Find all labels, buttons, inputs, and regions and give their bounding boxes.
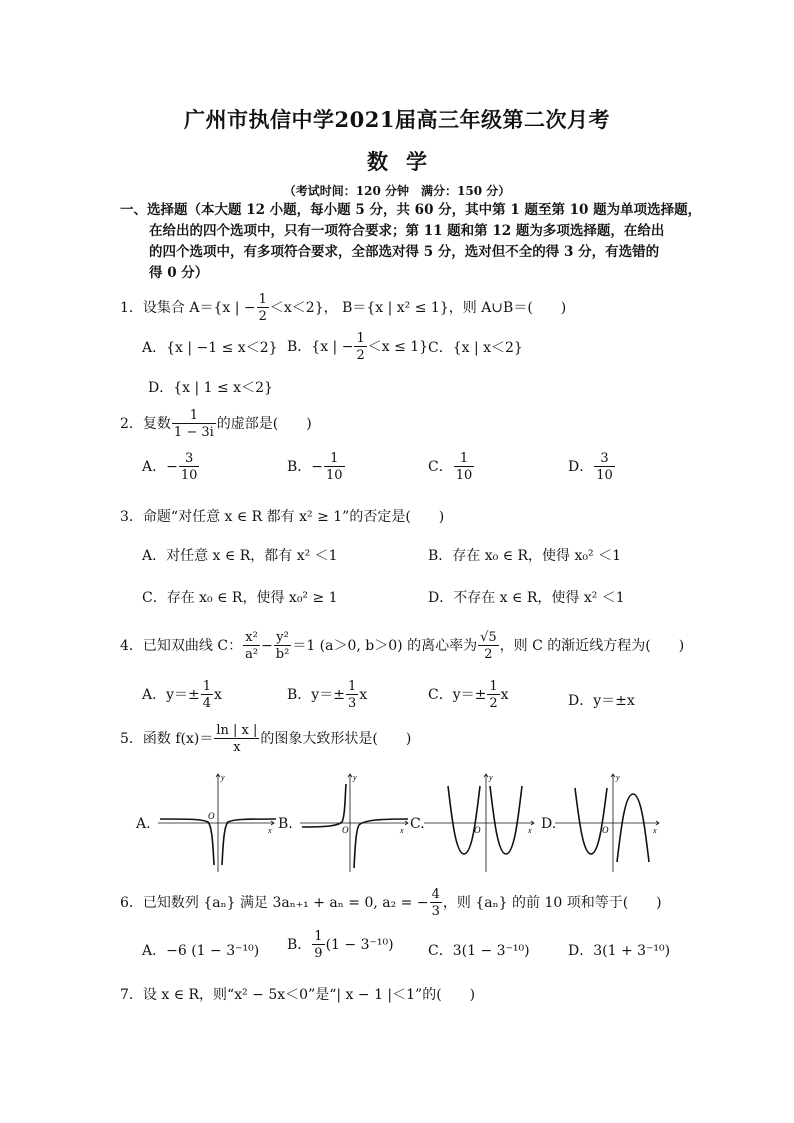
q1-set-a-post: ＜x＜2}， [269, 300, 338, 316]
q2-opt-c-den: 10 [455, 468, 473, 483]
q1-frac-den: 2 [258, 309, 267, 324]
q2-frac-num: 1 [172, 409, 216, 424]
q1-opt-b-num: 1 [356, 331, 365, 346]
q6-frac-den: 3 [431, 904, 440, 919]
section-line-2: 在给出的四个选项中，只有一项符合要求；第 11 题和第 12 题为多项选择题，在给出 [149, 223, 665, 239]
graph-b-y-label: y [353, 773, 357, 782]
q2-option-d [568, 452, 616, 482]
q2-opt-a-letter: A． [142, 459, 167, 475]
question-2-stem [120, 409, 312, 439]
graph-a-y-label: y [221, 773, 225, 782]
section-line-4: 得 0 分） [149, 265, 209, 281]
q4-prefix: 4．已知双曲线 C： [120, 638, 243, 654]
q1-opt-b-post: ＜x ≤ 1} [367, 339, 429, 355]
q1-opt-b-den: 2 [356, 348, 365, 363]
q2-prefix: 2．复数 [120, 416, 171, 432]
q4-fraction-y [274, 631, 292, 661]
q4-option-c [428, 680, 509, 710]
q5-graph-label-c: C. [410, 816, 425, 832]
q4-opt-a-fraction [201, 680, 213, 710]
q5-graph-label-b: B. [278, 816, 293, 832]
q5-graph-label-d: D. [541, 816, 557, 832]
q5-frac-den: x [233, 740, 241, 755]
graph-c-origin: O [474, 825, 481, 835]
q2-opt-d-den: 10 [596, 468, 613, 483]
q4-f1-den: a² [245, 647, 259, 662]
graph-b-left-branch [302, 784, 346, 827]
question-3-stem: 3．命题“对任意 x ∈ R 都有 x² ≥ 1”的否定是( ) [120, 509, 445, 525]
q1-frac-num: 1 [258, 292, 267, 307]
q2-opt-b-den: 10 [326, 468, 343, 483]
q6-option-c: C．3(1 − 3⁻¹⁰) [428, 943, 530, 959]
q3-option-a: A．对任意 x ∈ R，都有 x² ＜1 [142, 548, 338, 564]
q2-option-b [287, 452, 346, 482]
q4-opt-b-post: x [359, 687, 368, 703]
q4-opt-a-letter: A． [142, 687, 167, 703]
q4-f2-den: b² [275, 647, 290, 662]
graph-d-left-branch [575, 788, 607, 854]
q2-opt-c-num: 1 [454, 452, 475, 467]
q4-e-num: √5 [480, 630, 497, 645]
q4-opt-c-fraction [487, 680, 499, 710]
q4-option-a [142, 680, 222, 710]
q2-option-c [428, 452, 475, 482]
q2-opt-b-sign: − [311, 459, 324, 475]
graph-c-left-branch [448, 786, 480, 854]
graph-a-origin: O [208, 811, 215, 821]
section-instructions [120, 200, 702, 284]
q2-frac-den: 1 − 3i [173, 425, 214, 440]
question-1-stem [120, 293, 566, 323]
q4-f1-num: x² [243, 631, 260, 646]
q5-graph-d [555, 770, 663, 875]
q6-opt-b-num: 1 [314, 929, 323, 944]
q4-opt-c-letter: C． [428, 687, 453, 703]
q4-minus: − [261, 638, 273, 654]
q5-frac-num: ln | x | [216, 723, 258, 738]
q1-prefix: 1．设集合 [120, 300, 190, 316]
question-4-stem [120, 631, 684, 661]
q3-option-d: D．不存在 x ∈ R，使得 x² ＜1 [428, 590, 625, 606]
graph-b-origin: O [342, 825, 349, 835]
q6-opt-b-post: (1 − 3⁻¹⁰) [325, 937, 394, 953]
q2-opt-d-num: 3 [594, 452, 615, 467]
q6-suffix: ，则 {aₙ} 的前 10 项和等于( ) [442, 895, 662, 911]
q1-option-b [287, 332, 428, 362]
q4-opt-a-pre: y＝± [166, 687, 200, 703]
q4-option-d: D．y＝±x [568, 693, 635, 709]
question-7-stem: 7．设 x ∈ R，则“x² − 5x＜0”是“| x − 1 |＜1”的( ) [120, 987, 476, 1003]
graph-d-y-label: y [616, 773, 620, 782]
q2-opt-d-letter: D． [568, 459, 594, 475]
q4-opt-c-post: x [500, 687, 509, 703]
q4-opt-a-den: 4 [202, 696, 212, 711]
q2-suffix: 的虚部是( ) [216, 416, 312, 432]
q4-opt-a-post: x [214, 687, 222, 703]
q5-suffix: 的图象大致形状是( ) [260, 731, 412, 747]
q1-set-a-fraction [257, 293, 269, 323]
q1-opt-b-pre: B．{x | − [287, 339, 354, 355]
graph-c-x-label: x [528, 826, 532, 835]
q6-opt-b-den: 9 [314, 946, 323, 961]
graph-a-left-branch [160, 819, 214, 865]
q4-opt-b-den: 3 [347, 696, 357, 711]
q5-fraction [214, 724, 259, 754]
q2-opt-a-sign: − [166, 459, 178, 475]
q6-option-b [287, 930, 394, 960]
q4-opt-c-pre: y＝± [452, 687, 487, 703]
q6-prefix: 6．已知数列 {aₙ} 满足 3aₙ₊₁ + aₙ = 0, a₂ = − [120, 895, 429, 911]
q3-option-c: C．存在 x₀ ∈ R，使得 x₀² ≥ 1 [142, 590, 338, 606]
question-5-stem [120, 724, 411, 754]
q3-option-b: B．存在 x₀ ∈ R，使得 x₀² ＜1 [428, 548, 621, 564]
q2-opt-b-fraction [324, 452, 345, 482]
q1-opt-b-fraction [354, 332, 366, 362]
exam-title: 广州市执信中学2021届高三年级第二次月考 [184, 107, 610, 132]
graph-a-x-label: x [268, 826, 272, 835]
q2-opt-b-letter: B． [287, 459, 312, 475]
q6-frac-num: 4 [431, 887, 440, 902]
q2-opt-c-letter: C． [428, 459, 453, 475]
q4-opt-c-den: 2 [489, 696, 498, 711]
q6-option-d: D．3(1 + 3⁻¹⁰) [568, 943, 671, 959]
q4-opt-c-num: 1 [489, 679, 498, 694]
q4-opt-b-letter: B． [287, 687, 312, 703]
section-line-1: 一、选择题（本大题 12 小题，每小题 5 分，共 60 分，其中第 1 题至第 10 题为单项选择题， [120, 202, 702, 218]
q4-opt-b-pre: y＝± [311, 687, 345, 703]
q2-opt-a-fraction [179, 452, 200, 482]
q6-fraction [430, 888, 442, 918]
q4-eccentricity-fraction [478, 631, 499, 661]
q5-graph-label-a: A. [136, 816, 151, 832]
subject-title: 数学 [367, 149, 445, 174]
q6-option-a: A．−6 (1 − 3⁻¹⁰) [142, 943, 260, 959]
q4-condition: ＝1 (a＞0, b＞0) 的离心率为 [292, 638, 478, 654]
graph-c-right-branch [490, 786, 522, 854]
q2-opt-a-den: 10 [180, 468, 198, 483]
section-line-3: 的四个选项中，有多项符合要求，全部选对得 5 分，选对但不全的得 3 分，有选错的 [149, 244, 660, 260]
exam-meta: （考试时间：120 分钟 满分：150 分） [283, 184, 511, 198]
q1-option-a: A．{x | −1 ≤ x＜2} [142, 340, 278, 356]
graph-d-origin: O [602, 825, 609, 835]
q2-opt-a-num: 3 [179, 452, 200, 467]
q1-set-a-pre: A＝{x | − [189, 300, 256, 316]
graph-d-right-branch [617, 794, 649, 862]
q2-opt-b-num: 1 [324, 452, 345, 467]
q1-set-b: B＝{x | x² ≤ 1}，则 A∪B＝( ) [342, 300, 567, 316]
q4-opt-b-fraction [346, 680, 358, 710]
q2-opt-c-fraction [454, 452, 475, 482]
graph-d-x-label: x [653, 826, 657, 835]
q4-opt-b-num: 1 [347, 679, 357, 694]
q5-graph-b [300, 770, 410, 875]
q4-f2-num: y² [274, 631, 292, 646]
q4-suffix: ，则 C 的渐近线方程为( ) [499, 638, 685, 654]
q5-graph-a [158, 770, 278, 875]
q4-fraction-x [243, 631, 260, 661]
q5-prefix: 5．函数 f(x)＝ [120, 731, 214, 747]
question-6-stem [120, 888, 662, 918]
q1-option-c: C．{x | x＜2} [428, 340, 523, 356]
q2-fraction [172, 409, 216, 439]
q4-opt-a-num: 1 [202, 679, 212, 694]
q4-e-den: 2 [484, 647, 493, 662]
q4-option-b [287, 680, 367, 710]
q2-option-a [142, 452, 200, 482]
q5-graph-c [424, 770, 536, 875]
graph-b-x-label: x [400, 826, 404, 835]
q1-option-d: D．{x | 1 ≤ x＜2} [148, 380, 273, 396]
graph-c-y-label: y [489, 773, 493, 782]
q6-opt-b-letter: B． [287, 937, 312, 953]
q2-opt-d-fraction [594, 452, 615, 482]
q6-opt-b-fraction [312, 930, 324, 960]
